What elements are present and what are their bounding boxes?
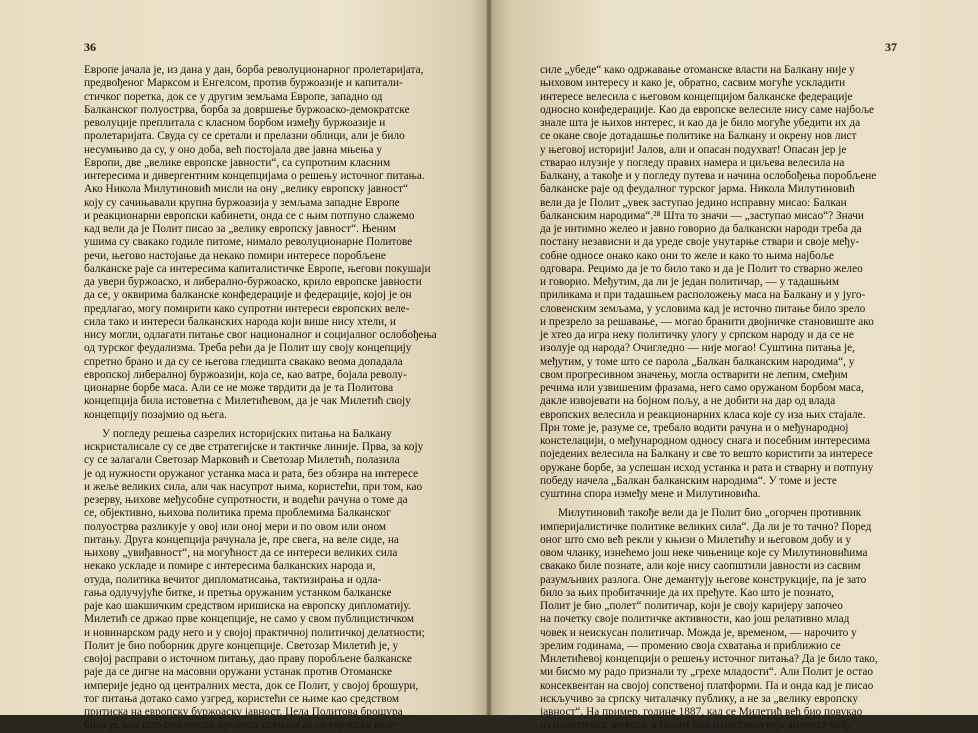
text-line: интересима и дивергентним концепцијама о решењу источног питања.	[84, 170, 425, 182]
book-gutter	[486, 0, 492, 715]
text-line: револуције преплитала с класном борбом између буржоазије и	[84, 117, 386, 129]
page-number-left: 36	[84, 40, 96, 54]
text-line: предлагао, могу помирити како супротни интереси европских веле-	[84, 302, 410, 315]
text-line: победу начела „Балкан балканским народима“. У томе и јесте	[540, 474, 837, 487]
text-line: резерву, њихове међусобне супротности, и водећи рачуна о томе да	[84, 494, 408, 506]
text-line: собне односе онако како они то желе и како то њима најбоље	[540, 249, 834, 262]
text-line: балканским народима“.²⁸ Шта то значи — „заступао мисао“? Значи	[540, 209, 864, 222]
text-line: се, објективно, њихова политика према проблемима Балканског	[84, 507, 391, 520]
text-line: су се залагали Светозар Марковић и Светозар Милетић, полазила	[84, 454, 400, 467]
text-line: је од нужности оружаног устанка маса и рата, без обзира на интересе	[84, 467, 419, 480]
text-line: словенским земљама, у условима кад је источно питање било зрело	[540, 302, 866, 315]
text-line: у његовој историји! Јалов, али и опасан подухват! Опасан јер је	[540, 143, 847, 156]
text-line: балканске раје од феудалног турског јарма. Никола Милутиновић	[540, 183, 855, 196]
text-line: У погледу решења сазрелих историјских питања на Балкану	[102, 427, 392, 440]
text-line: балканске раје са интересима капиталистичке Европе, његови покушаји	[84, 262, 431, 275]
text-line: стварао илузије у погледу правих намера и циљева велесила на	[540, 156, 845, 169]
text-line: и новинарском раду него и у својој практичној политичкој делатности;	[84, 626, 425, 639]
text-line: разумљивих разлога. Оне демантују његове конструкције, па је зато	[540, 573, 867, 586]
text-line: оног што смо већ рекли у књизи о Милетићу и његовом добу и у	[540, 533, 852, 546]
text-line: раје да се дигне на масовни оружани устанак против Отоманске	[84, 666, 392, 679]
text-line: гања одлучујуће битке, и претња оружаним устанком балканске	[84, 586, 392, 599]
text-line: поједених велесила на Балкану и све то вешто користити за интересе	[540, 448, 873, 461]
text-line: и говорио. Међутим, да ли је један политичар, — у тадашњим	[540, 276, 839, 288]
text-line: одговара. Рецимо да је то било тако и да је Полит то стварно желео	[540, 262, 863, 275]
text-line: је хтео да игра неку политичку улогу у српском народу и да се не	[540, 329, 854, 341]
left-page-text	[84, 64, 462, 733]
text-line: притиска на европску буржоаску јавност. Цела Политова брошура	[84, 706, 403, 718]
text-line: зрелим годинама, — променио своја схватања и приближио се	[540, 639, 841, 652]
text-line: констелацији, о међународном односу снага и посебним интересима	[540, 435, 871, 447]
text-line: суштина спора између мене и Милутиновића.	[540, 488, 761, 500]
text-line: При томе је, разуме се, требало водити рачуна и о међународној	[540, 421, 849, 434]
text-line: постану независни и да уреде своје унутарње ствари и своје међу-	[540, 236, 860, 249]
text-line: од турског феудализма. Треба рећи да је Полит шу своју концепцију	[84, 342, 412, 355]
text-line: дакле извојевати на бојном пољу, а не добити на дар од влада	[540, 395, 836, 408]
text-line: полуострва разликује у овој или оној мери и по овом или оном	[84, 520, 387, 533]
text-line: свом прогресивном значењу, могла остварити не лепим, смеђим	[540, 368, 848, 381]
text-line: својој расправи о источном питању, дао праву поробљене балканске	[84, 653, 412, 665]
text-line: Европи, две „велике европске јавности“, са супротним класним	[84, 156, 391, 169]
text-line: оружане борбе, за успешан исход устанка и рата и стварну и потпуну	[540, 461, 874, 474]
text-line: некако ускладе и помире с интересима балканских народа и,	[84, 560, 376, 573]
text-line: човек и неискусан политичар. Можда је, временом, — нарочито у	[540, 626, 857, 639]
text-line: Милетићевој концепцији о решењу источног питања? Да је било тако,	[540, 653, 878, 665]
text-line: интересе велесила с његовом концепцијом балканске федерације	[540, 90, 853, 103]
text-line: Балканског полуострва, борба за довршење буржоаско-демократске	[84, 103, 410, 116]
text-line: међутим, у томе што се парола „Балкан балканским народима“, у	[540, 355, 855, 368]
text-line: да се, у оквирима балканске конфедерације и федерације, којој је он	[84, 289, 412, 302]
text-line: Балкану, а такође и у погледу путева и начина ослобођења поробљене	[540, 170, 877, 182]
text-line: стичког поретка, док се у другим земљама Европе, западно од	[84, 90, 383, 103]
text-line: питању. Друга концепција рачунала је, пре свега, на веле сиде, на	[84, 533, 399, 546]
text-line: несумњиво да су, у оно доба, већ постојала две јавна мњења у	[84, 143, 382, 156]
text-line: раје као шакшичким средством иришиска на европску дипломатију.	[84, 600, 411, 612]
text-line: искристалисале су се две стратегијске и тактичке линије. Прва, за коју	[84, 441, 424, 453]
text-line: кад вели да је Полит писао за „велику европску јавност“. Њеним	[84, 223, 396, 235]
text-line: империјалистичке политике великих сила“. Да ли је то тачно? Поред	[540, 520, 872, 533]
text-line: ушима су свакако годиле питоме, нимало револуционарне Политове	[84, 236, 413, 249]
text-line: коју су сачињавали крупна буржоазија у земљама западне Европе	[84, 196, 400, 209]
page-number-right: 37	[885, 40, 897, 54]
text-line: речи, његово настојање да некако помири интересе поробљене	[84, 249, 386, 262]
text-line: и реакционарни европски кабинети, онда се с њим потпуно слажемо	[84, 209, 415, 222]
text-line: ционарне борбе маса. Али се не може тврдити да је та Политова	[84, 382, 394, 394]
text-line: Милетић се држао прве концепције, не само у свом публицистичком	[84, 613, 415, 626]
text-line: се окане своје дотадашње политике на Балкану и окрену нов лист	[540, 130, 857, 143]
left-page	[0, 0, 488, 732]
right-page-text	[540, 64, 908, 733]
text-line: односно конфедерације. Као да европске велесиле нису саме најбоље	[540, 103, 875, 116]
text-line: Ако Никола Милутиновић мисли на ону „велику европску јавност“	[84, 183, 409, 196]
text-line: консеквентан на својој сопственој платформи. Па и онда кад је писао	[540, 679, 874, 692]
text-line: вели да је Полит „увек заступао једино исправну мисао: Балкан	[540, 196, 847, 209]
text-line: предвођеног Марксом и Енгелсом, против буржоазије и капитали-	[84, 77, 403, 90]
text-line: пролетаријата. Свуда су се сретали и прелазни облици, али је било	[84, 130, 405, 143]
text-line: приликама и при тадашњем расположењу маса на Балкану и у југо-	[540, 289, 866, 302]
text-line: изолује од народа? Очигледно — није могао! Суштина питања је,	[540, 342, 855, 355]
text-line: знале шта је њихов интерес, и као да је било могуће убедити их да	[540, 117, 861, 129]
text-line: искључиво за српску читалачку публику, а не за „велику европску	[540, 692, 858, 705]
text-line: било за њих пробитачније да их пређуте. Као што је познато,	[540, 586, 834, 599]
text-line: да увери буржоаско, и либерално-буржоаско, крило европске јавности	[84, 276, 422, 288]
text-line: концепцију позајмио од њега.	[84, 408, 227, 421]
text-line: сила тако и интереси балканских народа који више нису хтели, и	[84, 315, 396, 328]
text-line: концепција била истоветна с Милетићевом, да је чак Милетић своју	[84, 395, 411, 408]
text-line: била је, као што смо рекли, прожета тежњом да се европске веле-	[84, 719, 399, 732]
text-line: свакако биле познате, али које нису саопштили јавности из сасвим	[540, 560, 861, 573]
text-line: на почетку своје политичке активности, као још релативно млад	[540, 613, 850, 626]
text-line: силе „убеде“ како одржавање отоманске власти на Балкану није у	[540, 64, 855, 76]
text-line: њихову „увиђавност“, на могућност да се интереси великих сила	[84, 547, 398, 559]
text-line: Милутиновић такође вели да је Полит био „огорчен противник	[558, 507, 862, 520]
text-line: Полит је био „полет“ политичар, који је своју каријеру започео	[540, 600, 843, 612]
text-line: ми бисмо му радо признали ту „грехе младости“. Али Полит је остао	[540, 666, 874, 679]
right-page	[490, 0, 978, 732]
text-line: и презрело за решавање, — могао бранити двојничке становиште ако	[540, 315, 874, 328]
text-line: империје једно од централних места, док се Полит, у својој брошури,	[84, 679, 419, 692]
text-line: из политичког живота, а Полит био најистакнутија личност међу	[540, 719, 853, 732]
text-line: њиховом интересу и како је, обратно, сасвим могуће ускладити	[540, 77, 846, 90]
text-line: речима или узвишеним фразама, него само оружаном борбом маса,	[540, 382, 864, 394]
text-line: европској либералној буржоазији, која се, као ватре, бојала револу-	[84, 368, 407, 381]
text-line: овом чланку, изнећемо још неке чињенице које су Милутиновићима	[540, 547, 868, 559]
text-line: тог питања дотако само узгред, користећи се њиме као средством	[84, 692, 400, 705]
text-line: Полит је био поборник друге концепције. Светозар Милетић је, у	[84, 639, 399, 652]
text-line: нису могли, одлагати питање свог националног и социјалног ослобођења	[84, 329, 437, 341]
text-line: и жеље великих сила, али чак насупрот њима, користећи, при том, као	[84, 480, 423, 493]
text-line: европских велесила и реакционарних класа које су иза њих стајале.	[540, 408, 866, 421]
text-line: да је интимно желео и јавно говорио да балкански народи треба да	[540, 223, 862, 235]
text-line: Европе јачала је, из дана у дан, борба револуционарног пролетаријата,	[84, 64, 424, 76]
text-line: јавност“. На пример, године 1887, кад се Милетић већ био повукао	[540, 706, 863, 718]
text-line: спретно брано и да су се његова гледишта свакако веома допадала	[84, 355, 403, 368]
text-line: отуда, политика вечитог дипломатисања, тактизирања и одла-	[84, 573, 382, 586]
